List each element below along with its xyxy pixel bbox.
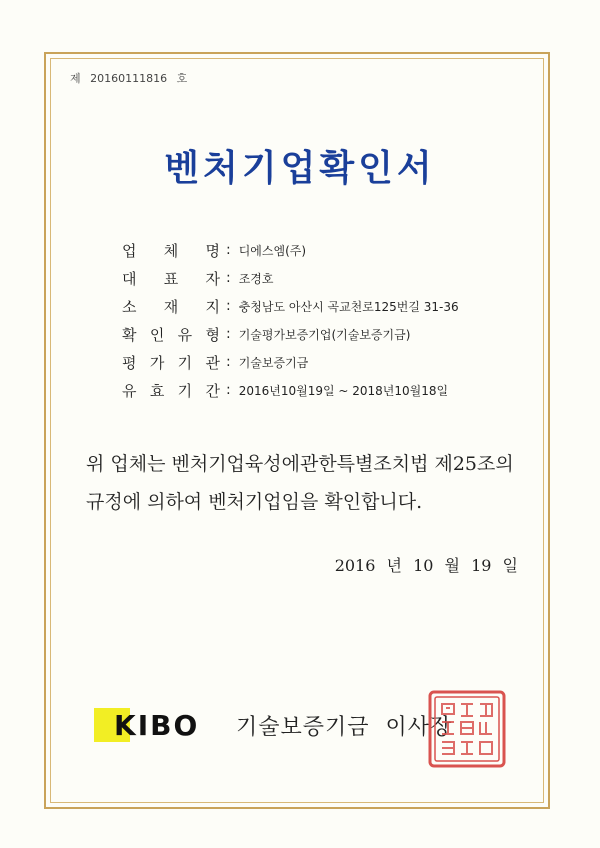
kibo-logo <box>94 708 222 742</box>
issue-year: 2016 <box>334 556 376 575</box>
issue-month: 10 <box>413 556 434 575</box>
issuer-position: 이사장 <box>385 715 453 740</box>
field-label: 유 효 기 간 <box>122 381 220 400</box>
issue-date <box>329 553 518 576</box>
statement-line-1: 위 업체는 벤처기업육성에관한특별조치법 제25조의 <box>86 453 514 475</box>
certificate-statement <box>86 445 536 521</box>
field-evaluator: 평 가 기 관 : 기술보증기금 <box>122 353 309 372</box>
field-validity-period: 유 효 기 간 : 2016년10월19일 ~ 2018년10월18일 <box>122 381 449 400</box>
field-label: 대 표 자 <box>122 269 220 288</box>
statement-line-2: 규정에 의하여 벤처기업임을 확인합니다. <box>86 491 423 513</box>
field-label: 소 재 지 <box>122 297 220 316</box>
issue-year-unit: 년 <box>386 556 402 575</box>
certificate-number-value: 20160111816 <box>90 72 168 85</box>
field-label: 확 인 유 형 <box>122 325 220 344</box>
certificate-title: 벤처기업확인서 <box>164 147 436 189</box>
field-value: 디에스엠(주) <box>238 243 307 258</box>
field-label: 평 가 기 관 <box>122 353 220 372</box>
field-value: 기술보증기금 <box>238 355 309 370</box>
certificate-number-suffix: 호 <box>176 72 188 85</box>
kibo-logo-text: KIBO <box>114 708 200 742</box>
issue-day: 19 <box>471 556 492 575</box>
field-value: 2016년10월19일 ~ 2018년10월18일 <box>238 383 449 398</box>
field-representative: 대 표 자 : 조경호 <box>122 269 274 288</box>
issue-day-unit: 일 <box>502 556 518 575</box>
field-value: 조경호 <box>238 271 274 286</box>
certificate-number <box>70 70 193 86</box>
field-value: 기술평가보증기업(기술보증기금) <box>238 327 411 342</box>
field-confirmation-type: 확 인 유 형 : 기술평가보증기업(기술보증기금) <box>122 325 411 344</box>
official-seal-icon <box>428 690 506 768</box>
certificate-number-prefix: 제 <box>70 72 81 85</box>
field-label: 업 체 명 <box>122 241 220 260</box>
certificate-fields <box>122 236 459 404</box>
field-address: 소 재 지 : 충청남도 아산시 곡교천로125번길 31-36 <box>122 297 459 316</box>
field-company-name: 업 체 명 : 디에스엠(주) <box>122 241 307 260</box>
issuer-org: 기술보증기금 <box>236 715 370 740</box>
field-value: 충청남도 아산시 곡교천로125번길 31-36 <box>238 299 459 314</box>
issue-month-unit: 월 <box>444 556 460 575</box>
